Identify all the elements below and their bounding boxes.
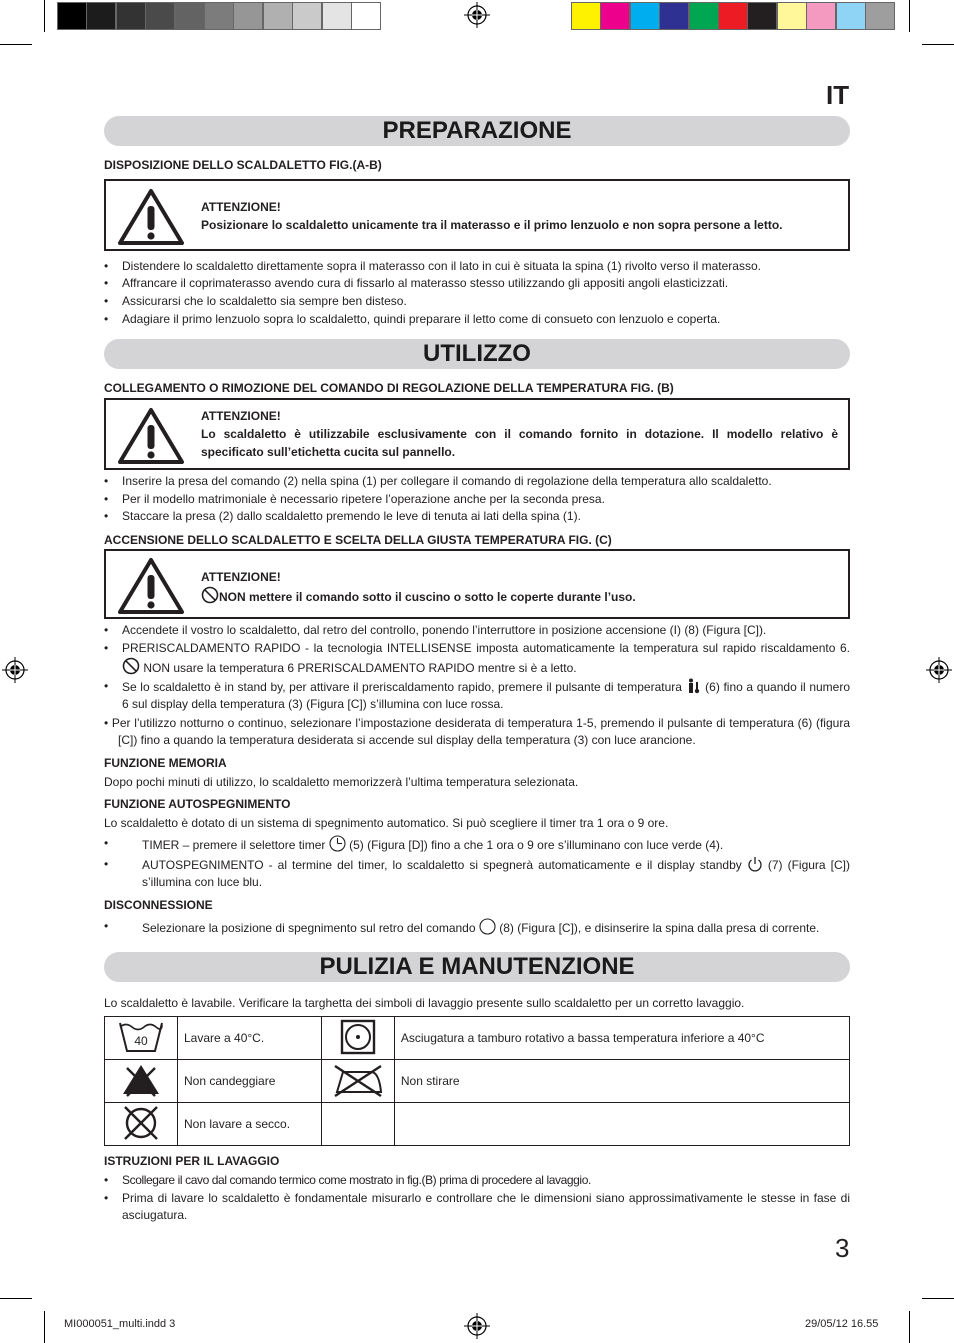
crop-mark (922, 1298, 954, 1299)
color-swatch (86, 2, 116, 30)
warning-text: Posizionare lo scaldaletto unicamente tra il materasso e il primo lenzuolo e non sopra persone a letto. (201, 218, 783, 232)
subheading: DISCONNESSIONE (104, 898, 213, 912)
subheading: ACCENSIONE DELLO SCALDALETTO E SCELTA DELLA GIUSTA TEMPERATURA FIG. (C) (104, 533, 612, 547)
table-cell: Asciugatura a tamburo rotativo a bassa temperatura inferiore a 40°C (394, 1017, 849, 1060)
paragraph: • Per l’utilizzo notturno o continuo, selezionare l’impostazione desiderata di temperatura 1-5, premendo il pulsante di temperatura (6) (figura [C]) fino a quando la temperatura desiderata si accende sul display della temperatura (3) con luce arancione. (104, 716, 850, 747)
prohibited-icon (201, 586, 219, 604)
list-item: • Affrancare il coprimaterasso avendo cura di fissarlo al materasso stesso utilizzando gli appositi angoli elasticizzati. (104, 275, 850, 292)
color-swatch (571, 2, 601, 30)
registration-mark-icon (2, 657, 28, 683)
list-item-text: AUTOSPEGNIMENTO - al termine del timer, lo scaldaletto si spegnerà automaticamente e il display standby (142, 858, 742, 872)
warning-box (104, 549, 850, 619)
table-cell: Non candeggiare (178, 1060, 322, 1103)
list-item: • Scollegare il cavo dal comando termico come mostrato in fig.(B) prima di procedere al lavaggio. (104, 1172, 850, 1189)
subheading: ISTRUZIONI PER IL LAVAGGIO (104, 1154, 280, 1168)
table-cell (105, 1017, 178, 1060)
page-number: 3 (835, 1233, 850, 1263)
no-dry-clean-icon (119, 1104, 163, 1142)
table-cell (105, 1060, 178, 1103)
list-item: • Staccare la presa (2) dallo scaldaletto premendo le leve di tenuta ai lati della spina (1). (104, 508, 850, 525)
file-name: MI000051_multi.indd 3 (64, 1318, 176, 1330)
color-swatch (630, 2, 660, 30)
warning-box (104, 179, 850, 251)
table-row (105, 1060, 850, 1103)
list-item: • Distendere lo scaldaletto direttamente sopra il materasso con il lato in cui è situata la spina (1) rivolto verso il materasso. (104, 258, 850, 275)
list-item-text: Se lo scaldaletto è in stand by, per attivare il preriscaldamento rapido, premere il pulsante di temperatura (122, 680, 682, 694)
wash-temperature: 40 (134, 1033, 148, 1048)
list-item-text: TIMER – premere il selettore timer (142, 838, 326, 852)
warning-title: ATTENZIONE! (201, 570, 281, 584)
temperature-button-icon (686, 678, 702, 694)
list-item-text: Selezionare la posizione di spegnimento sul retro del comando (142, 921, 476, 935)
list-item-text: (8) (Figura [C]), e disinserire la spina dalla presa di corrente. (499, 921, 820, 935)
color-swatch (600, 2, 630, 30)
color-swatch (292, 2, 322, 30)
section-title-preparazione: PREPARAZIONE (104, 116, 850, 146)
color-swatch (777, 2, 807, 30)
table-cell (321, 1017, 394, 1060)
table-cell: Lavare a 40°C. (178, 1017, 322, 1060)
paragraph: Dopo pochi minuti di utilizzo, lo scaldaletto memorizzerà l’ultima temperatura selezionata. (104, 775, 579, 789)
color-swatch (263, 2, 293, 30)
paragraph: Lo scaldaletto è dotato di un sistema di spegnimento automatico. Si può scegliere il timer tra 1 ora o 9 ore. (104, 816, 669, 830)
color-swatch (204, 2, 234, 30)
language-code: IT (826, 80, 850, 110)
color-swatch (233, 2, 263, 30)
table-row (105, 1017, 850, 1060)
paragraph: Lo scaldaletto è lavabile. Verificare la targhetta dei simboli di lavaggio presente sullo scaldaletto per un corretto lavaggio. (104, 996, 745, 1010)
crop-mark (44, 1311, 45, 1343)
print-date: 29/05/12 16.55 (805, 1318, 879, 1330)
warning-title: ATTENZIONE! (201, 409, 281, 423)
list-item: • Adagiare il primo lenzuolo sopra lo scaldaletto, quindi preparare il letto come di consueto con lenzuolo e coperta. (104, 311, 850, 328)
table-cell: Non lavare a secco. (178, 1103, 322, 1146)
crop-mark (44, 0, 45, 32)
color-swatch (865, 2, 895, 30)
color-swatch (322, 2, 352, 30)
color-swatch (718, 2, 748, 30)
registration-mark-icon (464, 2, 490, 28)
no-iron-icon (331, 1062, 385, 1098)
table-cell (321, 1103, 394, 1146)
crop-mark (922, 44, 954, 45)
warning-text: Lo scaldaletto è utilizzabile esclusivamente con il comando fornito in dotazione. Il modello relativo è specificato sull’etichetta cucita sul pannello. (201, 427, 838, 459)
warning-triangle-icon (116, 187, 186, 247)
list-item (104, 856, 850, 891)
wash-symbols-table (104, 1016, 850, 1146)
color-swatch (806, 2, 836, 30)
list-item-text: (7) (Figura [C]) s’illumina con luce blu. (142, 858, 850, 889)
tumble-dry-low-icon (339, 1018, 377, 1056)
list-item (104, 835, 850, 854)
registration-mark-icon (926, 657, 952, 683)
subheading: FUNZIONE MEMORIA (104, 756, 227, 770)
crop-mark (909, 0, 910, 32)
warning-triangle-icon (116, 406, 186, 466)
section-title-pulizia: PULIZIA E MANUTENZIONE (104, 952, 850, 982)
crop-mark (909, 1311, 910, 1343)
table-cell (105, 1103, 178, 1146)
list-item: • Assicurarsi che lo scaldaletto sia sempre ben disteso. (104, 293, 850, 310)
table-cell (394, 1103, 849, 1146)
color-swatch (175, 2, 205, 30)
color-swatch (836, 2, 866, 30)
subheading: FUNZIONE AUTOSPEGNIMENTO (104, 797, 291, 811)
standby-power-icon (747, 856, 763, 872)
list-item: • Accendete il vostro lo scaldaletto, dal retro del controllo, ponendo l’interruttore in posizione accensione (I) (8) (Figura [C]). (104, 622, 850, 639)
list-item: • Per il modello matrimoniale è necessario ripetere l’operazione anche per la seconda presa. (104, 491, 850, 508)
warning-box (104, 398, 850, 470)
crop-mark (0, 44, 32, 45)
table-cell: Non stirare (394, 1060, 849, 1103)
no-bleach-icon (119, 1062, 163, 1098)
list-item-text: PRERISCALDAMENTO RAPIDO - la tecnologia INTELLISENSE imposta automaticamente la temperatura sul rapido riscaldamento 6. (122, 641, 850, 655)
wash-40-icon (118, 1019, 164, 1055)
list-item (104, 678, 850, 713)
list-item-text: (6) fino a quando il numero 6 sul display della temperatura (3) (Figura [C]) s’illumina con luce rossa. (122, 680, 851, 711)
color-swatch (145, 2, 175, 30)
warning-triangle-icon (116, 556, 186, 616)
subheading: DISPOSIZIONE DELLO SCALDALETTO FIG.(A-B) (104, 158, 382, 172)
registration-mark-icon (464, 1313, 490, 1339)
color-swatch (689, 2, 719, 30)
list-item-text: NON usare la temperatura 6 PRERISCALDAMENTO RAPIDO mentre si è a letto. (143, 661, 577, 675)
color-swatch (351, 2, 381, 30)
color-swatch (57, 2, 87, 30)
list-item (104, 640, 850, 677)
color-swatch (659, 2, 689, 30)
color-swatch (747, 2, 777, 30)
prohibited-icon (122, 657, 140, 675)
list-item: • Prima di lavare lo scaldaletto è fondamentale misurarlo e controllare che le dimensioni siano approssimativamente le stesse in fase di asciugatura. (104, 1190, 850, 1224)
warning-title: ATTENZIONE! (201, 200, 281, 214)
section-title-utilizzo: UTILIZZO (104, 339, 850, 369)
crop-mark (0, 1298, 32, 1299)
color-swatch (116, 2, 146, 30)
subheading: COLLEGAMENTO O RIMOZIONE DEL COMANDO DI REGOLAZIONE DELLA TEMPERATURA FIG. (B) (104, 381, 674, 395)
table-cell (321, 1060, 394, 1103)
timer-icon (329, 835, 346, 852)
list-item: • Inserire la presa del comando (2) nella spina (1) per collegare il comando di regolazione della temperatura allo scaldaletto. (104, 473, 850, 490)
list-item (104, 918, 850, 937)
list-item-text: (5) (Figura [D]) fino a che 1 ora o 9 ore s’illuminano con luce verde (4). (349, 838, 724, 852)
warning-text: NON mettere il comando sotto il cuscino o sotto le coperte durante l’uso. (219, 590, 636, 604)
off-position-icon (479, 918, 496, 935)
table-row (105, 1103, 850, 1146)
